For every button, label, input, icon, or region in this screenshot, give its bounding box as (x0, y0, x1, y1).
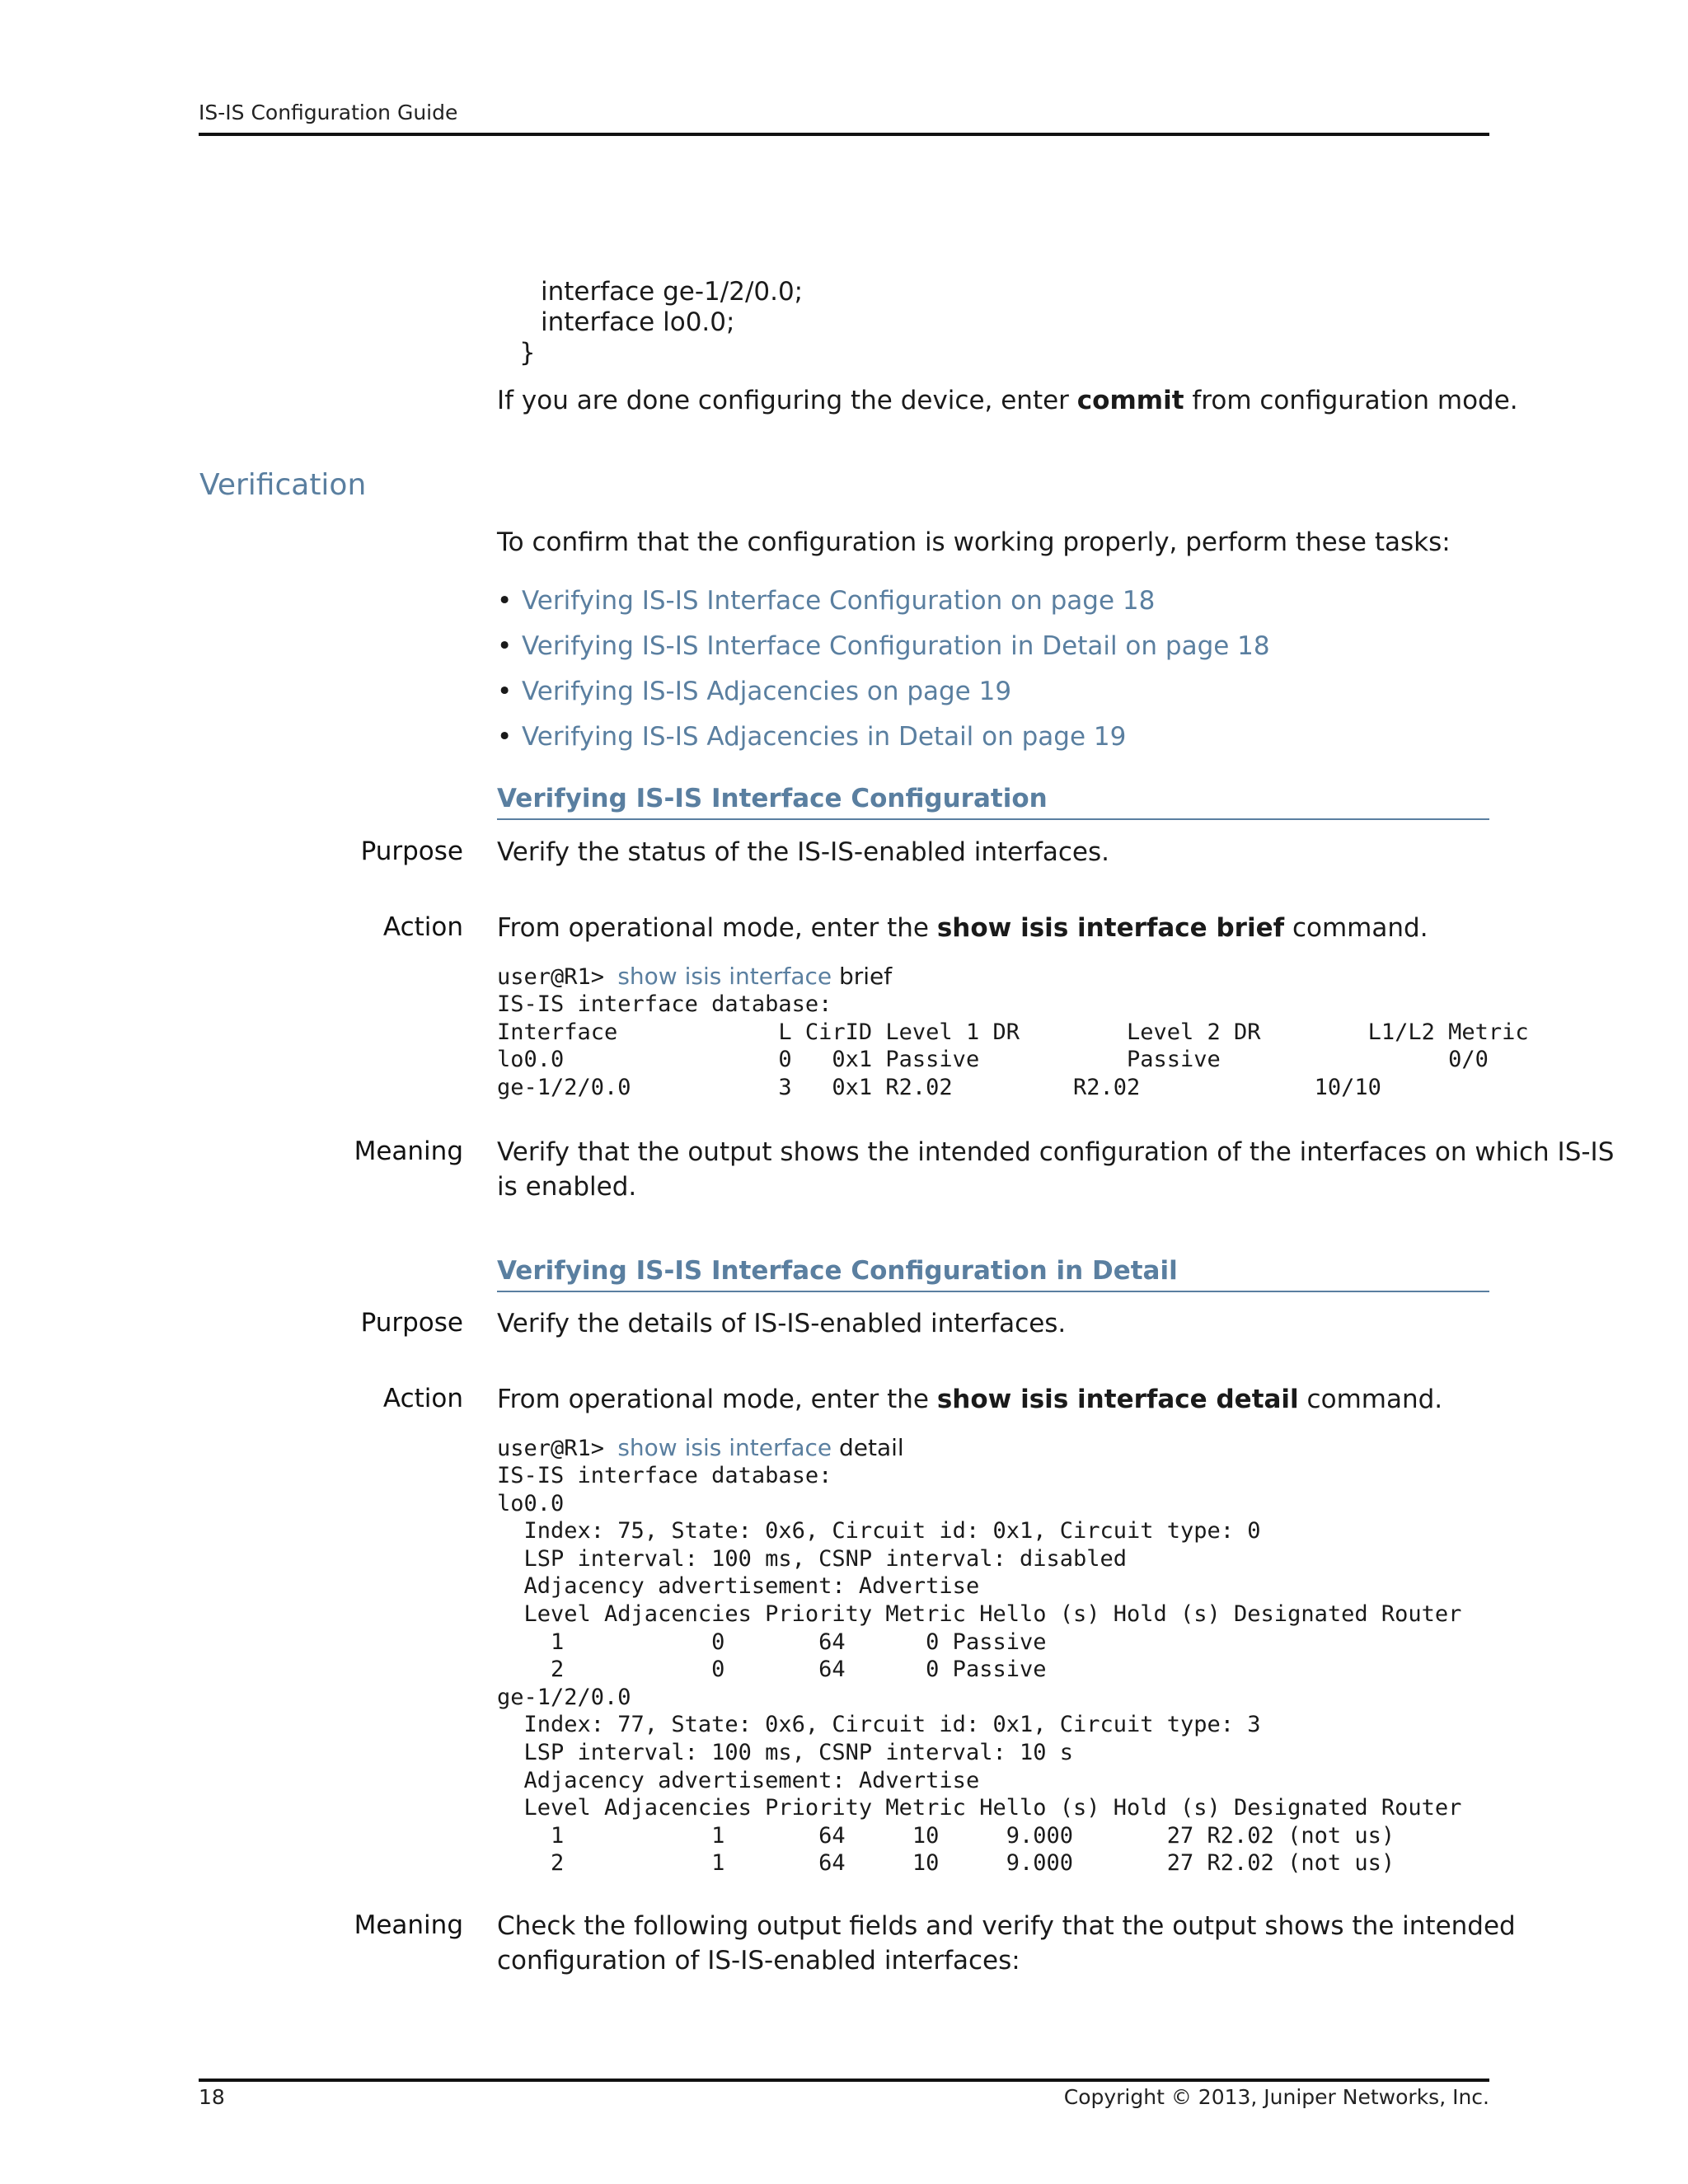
page-number: 18 (199, 2085, 225, 2109)
cli-prompt: user@R1> (497, 1436, 618, 1461)
task-link-3[interactable] (497, 677, 1270, 722)
action-cmd: show isis interface detail (936, 1385, 1299, 1414)
config-line-3: } (519, 338, 536, 368)
running-header: IS-IS Configuration Guide (199, 101, 458, 124)
bullet-icon: • (497, 677, 513, 706)
task-link-text[interactable]: Verifying IS-IS Adjacencies in Detail on page 19 (522, 722, 1127, 752)
cli-command-link[interactable]: show isis interface (617, 963, 832, 990)
commit-post: from configuration mode. (1184, 386, 1518, 415)
bullet-icon: • (497, 631, 513, 661)
bullet-icon: • (497, 586, 513, 616)
header-rule (199, 133, 1489, 136)
action-pre: From operational mode, enter the (497, 1385, 937, 1414)
section2-meaning-label: Meaning (354, 1910, 463, 1940)
section2-meaning-line1: Check the following output fields and verify that the output shows the intended (497, 1911, 1516, 1941)
section2-action-label: Action (382, 1384, 463, 1413)
section1-action-label: Action (382, 912, 463, 942)
task-link-text[interactable]: Verifying IS-IS Interface Configuration on page 18 (522, 586, 1156, 616)
section2-rule (497, 1291, 1489, 1292)
action-cmd: show isis interface brief (936, 913, 1285, 943)
cli-prompt: user@R1> (497, 964, 618, 990)
section1-purpose-label: Purpose (360, 837, 463, 866)
section1-title: Verifying IS-IS Interface Configuration (497, 784, 1048, 813)
verification-title: Verification (199, 468, 367, 502)
copyright: Copyright © 2013, Juniper Networks, Inc. (1063, 2085, 1489, 2109)
action-post: command. (1298, 1385, 1443, 1414)
section2-meaning-line2: configuration of IS-IS-enabled interfaces: (497, 1946, 1020, 1975)
task-link-text[interactable]: Verifying IS-IS Interface Configuration in Detail on page 18 (522, 631, 1270, 661)
section1-meaning-label: Meaning (354, 1137, 463, 1166)
verification-intro: To confirm that the configuration is working properly, perform these tasks: (497, 527, 1451, 557)
task-link-4[interactable] (497, 722, 1270, 767)
section1-meaning-line2: is enabled. (497, 1172, 637, 1202)
footer-rule (199, 2079, 1489, 2082)
section1-cli-output: IS-IS interface database: Interface L CirID Level 1 DR Level 2 DR L1/L2 Metric lo0.0 0 0x1 Passive Passive 0/0 ge-1/2/0.0 3 0x1 R2.02 R2.02 10/10 (497, 991, 1529, 1100)
section2-action-text (497, 1382, 1442, 1417)
commit-cmd: commit (1076, 386, 1184, 415)
action-pre: From operational mode, enter the (497, 913, 937, 943)
section2-title: Verifying IS-IS Interface Configuration in Detail (497, 1256, 1178, 1286)
cli-command-arg: detail (832, 1434, 904, 1461)
task-link-1[interactable] (497, 586, 1270, 631)
task-link-text[interactable]: Verifying IS-IS Adjacencies on page 19 (522, 677, 1012, 706)
section1-prompt-line (497, 963, 892, 991)
section2-prompt-line (497, 1434, 904, 1463)
commit-pre: If you are done configuring the device, enter (497, 386, 1077, 415)
action-post: command. (1284, 913, 1428, 943)
section2-purpose-text: Verify the details of IS-IS-enabled interfaces. (497, 1309, 1067, 1338)
config-line-1: interface ge-1/2/0.0; (541, 277, 804, 307)
section1-rule (497, 818, 1489, 820)
task-list (497, 586, 1270, 767)
section1-meaning-line1: Verify that the output shows the intended configuration of the interfaces on which IS-IS (497, 1137, 1615, 1167)
config-line-2: interface lo0.0; (541, 307, 735, 337)
section1-action-text (497, 911, 1428, 945)
section1-purpose-text: Verify the status of the IS-IS-enabled interfaces. (497, 837, 1109, 867)
section2-cli-output: IS-IS interface database: lo0.0 Index: 75, State: 0x6, Circuit id: 0x1, Circuit type: 0 LSP interval: 100 ms, CSNP interval: disabled Adjacency advertisement: Advertise Level Adjacencies Priority Metric Hello (s) Hold (s) Designated Router 1 0 64 0 Passive 2 0 64 0 Passive ge-1/2/0.0 Index: 77, State: 0x6, Circuit id: 0x1, Circuit type: 3 LSP interval: 100 ms, CSNP interval: 10 s Adjacency advertisement: Advertise Level Adjacencies Priority Metric Hello (s) Hold (s) Designated Router 1 1 64 10 9.000 27 R2.02 (not us) 2 1 64 10 9.000 27 R2.02 (not us) (497, 1463, 1462, 1877)
section2-purpose-label: Purpose (360, 1308, 463, 1338)
commit-paragraph (497, 383, 1518, 418)
task-link-2[interactable] (497, 631, 1270, 677)
cli-command-link[interactable]: show isis interface (617, 1434, 832, 1461)
bullet-icon: • (497, 722, 513, 752)
cli-command-arg: brief (832, 963, 893, 990)
